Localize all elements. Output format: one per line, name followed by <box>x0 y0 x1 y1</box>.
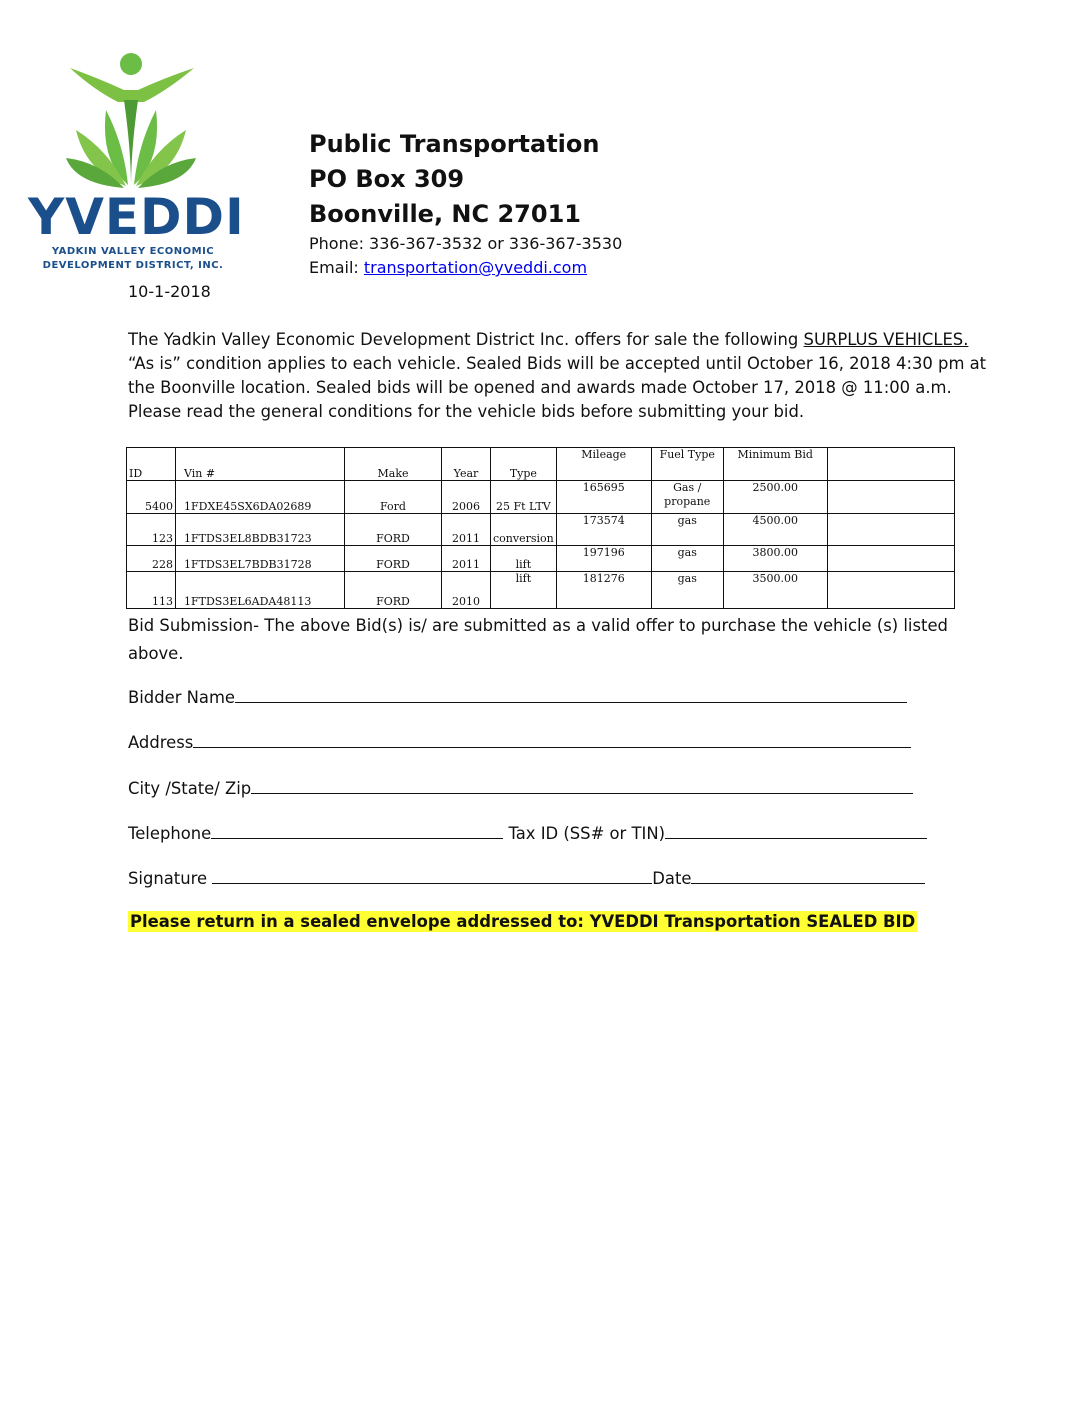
address-field[interactable] <box>193 731 911 748</box>
email-link[interactable]: transportation@yveddi.com <box>363 258 588 277</box>
cell-blank <box>827 481 954 514</box>
signature-date-row <box>128 867 925 888</box>
cell-mileage: 197196 <box>556 546 651 572</box>
intro-text-start: The Yadkin Valley Economic Development District Inc. offers for sale the following <box>128 330 804 349</box>
surplus-vehicles-text: SURPLUS VEHICLES. <box>803 330 969 349</box>
address-label: Address <box>128 733 194 752</box>
tax-id-label: Tax ID (SS# or TIN) <box>503 824 666 843</box>
header-make: Make <box>345 448 442 481</box>
table-header-row <box>127 448 955 481</box>
header-city: Boonville, NC 27011 <box>309 200 581 228</box>
cell-minimum-bid: 4500.00 <box>723 514 827 546</box>
logo-subtitle-line2: DEVELOPMENT DISTRICT, INC. <box>42 260 224 271</box>
cell-blank <box>827 572 954 609</box>
cell-type: lift <box>491 546 557 572</box>
cell-minimum-bid: 3800.00 <box>723 546 827 572</box>
cell-minimum-bid: 3500.00 <box>723 572 827 609</box>
cell-year: 2011 <box>442 514 491 546</box>
header-phone: Phone: 336-367-3532 or 336-367-3530 <box>309 234 623 253</box>
address-row <box>128 731 911 752</box>
cell-fuel: gas <box>651 572 723 609</box>
header-fuel: Fuel Type <box>651 448 723 481</box>
telephone-field[interactable] <box>211 822 503 839</box>
document-date: 10-1-2018 <box>128 282 211 301</box>
telephone-label: Telephone <box>128 824 212 843</box>
tax-id-field[interactable] <box>665 822 927 839</box>
cell-year: 2010 <box>442 572 491 609</box>
bidder-name-field[interactable] <box>235 686 907 703</box>
bidder-name-label: Bidder Name <box>128 688 235 707</box>
cell-make: Ford <box>345 481 442 514</box>
signature-label: Signature <box>128 869 213 888</box>
cell-year: 2011 <box>442 546 491 572</box>
header-title: Public Transportation <box>309 130 600 158</box>
header-mileage: Mileage <box>556 448 651 481</box>
yveddi-logo <box>28 50 245 280</box>
cell-vin: 1FDXE45SX6DA02689 <box>176 481 345 514</box>
header-type: Type <box>491 448 557 481</box>
cell-id: 228 <box>127 546 176 572</box>
signature-field[interactable] <box>212 867 652 884</box>
return-instructions-highlight: Please return in a sealed envelope addressed to: YVEDDI Transportation SEALED BID <box>130 912 916 931</box>
date-label: Date <box>652 869 692 888</box>
email-label: Email: <box>309 258 364 277</box>
header-blank <box>827 448 954 481</box>
cell-fuel: gas <box>651 546 723 572</box>
cell-id: 5400 <box>127 481 176 514</box>
cell-year: 2006 <box>442 481 491 514</box>
logo-subtitle-line1: YADKIN VALLEY ECONOMIC <box>51 246 215 257</box>
cell-vin: 1FTDS3EL8BDB31723 <box>176 514 345 546</box>
header-year: Year <box>442 448 491 481</box>
cell-type: lift <box>491 572 557 609</box>
telephone-tax-row <box>128 822 927 843</box>
cell-type: conversion <box>491 514 557 546</box>
cell-blank <box>827 514 954 546</box>
cell-fuel: gas <box>651 514 723 546</box>
header-minimum-bid: Minimum Bid <box>723 448 827 481</box>
bidder-name-row <box>128 686 907 707</box>
intro-text-rest: “As is” condition applies to each vehicle. Sealed Bids will be accepted until October 16, 2018 4:30 pm at the Boonville location. Sealed bids will be opened and awards made October 17, 2018 @ 11:00 a.m. Please read the general conditions for the vehicle bids before submitting your bid. <box>128 354 987 421</box>
logo-wordmark: YVEDDI <box>28 188 245 246</box>
table-row <box>127 514 955 546</box>
table-row <box>127 572 955 609</box>
cell-blank <box>827 546 954 572</box>
vehicle-bid-table <box>126 447 955 609</box>
header-po-box: PO Box 309 <box>309 165 465 193</box>
cell-mileage: 173574 <box>556 514 651 546</box>
header-id: ID <box>127 448 176 481</box>
date-field[interactable] <box>691 867 925 884</box>
cell-type: 25 Ft LTV <box>491 481 557 514</box>
cell-vin: 1FTDS3EL7BDB31728 <box>176 546 345 572</box>
intro-paragraph <box>128 328 988 424</box>
cell-id: 123 <box>127 514 176 546</box>
table-row <box>127 481 955 514</box>
cell-mileage: 165695 <box>556 481 651 514</box>
table-row <box>127 546 955 572</box>
city-state-zip-field[interactable] <box>251 777 913 794</box>
cell-make: FORD <box>345 514 442 546</box>
cell-make: FORD <box>345 572 442 609</box>
bid-submission-statement: Bid Submission- The above Bid(s) is/ are submitted as a valid offer to purchase the vehicle (s) listed above. <box>128 616 948 663</box>
city-state-zip-label: City /State/ Zip <box>128 779 252 798</box>
header-email-row <box>309 258 587 277</box>
cell-vin: 1FTDS3EL6ADA48113 <box>176 572 345 609</box>
cell-mileage: 181276 <box>556 572 651 609</box>
cell-id: 113 <box>127 572 176 609</box>
cell-make: FORD <box>345 546 442 572</box>
cell-fuel: Gas / propane <box>651 481 723 514</box>
logo-figure-icon <box>28 50 238 190</box>
header-vin: Vin # <box>176 448 345 481</box>
cell-minimum-bid: 2500.00 <box>723 481 827 514</box>
city-state-zip-row <box>128 777 913 798</box>
